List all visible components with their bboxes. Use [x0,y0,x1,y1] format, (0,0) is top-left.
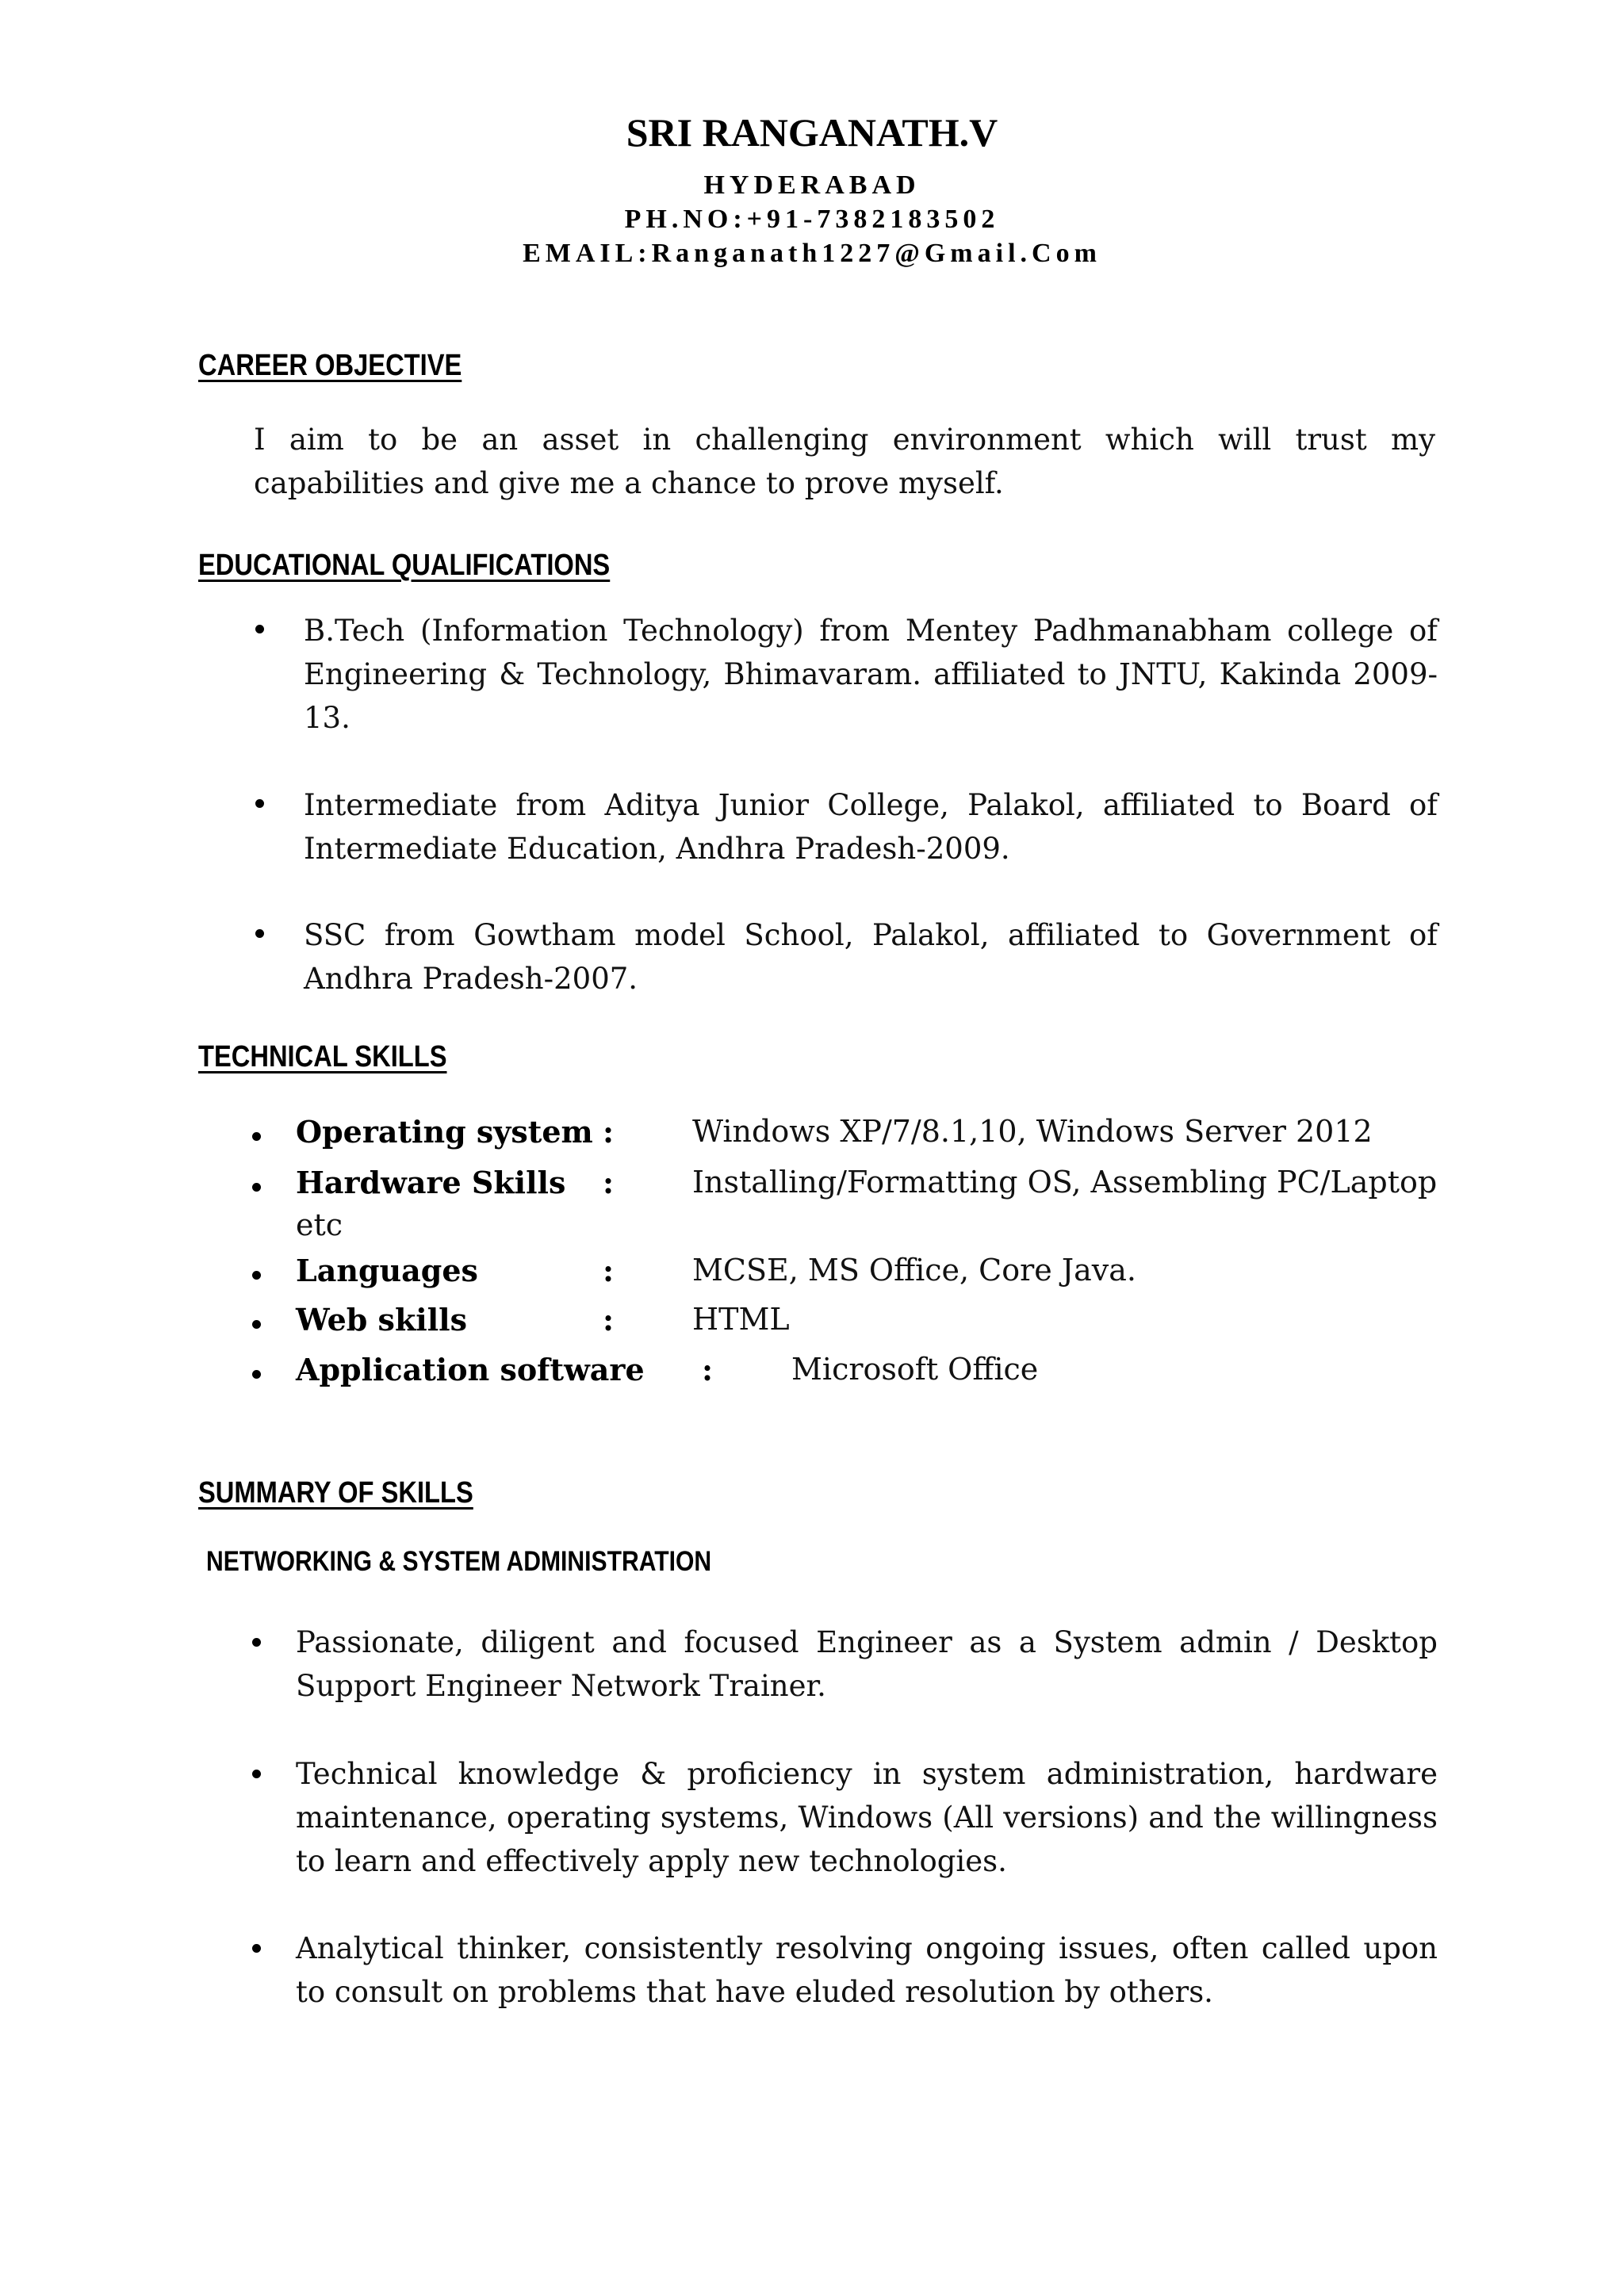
resume-city: HYDERABAD [703,170,921,200]
bullet-icon [255,929,264,938]
resume-name: SRI RANGANATH.V [626,110,998,155]
skill-label: Languages [296,1253,478,1288]
skill-value: HTML [692,1302,790,1337]
resume-phone: PH.NO:+91-7382183502 [624,205,1000,234]
skill-label: Operating system [296,1114,593,1150]
bullet-icon [252,1944,261,1953]
technical-skills-heading: TECHNICAL SKILLS [198,1040,447,1073]
bullet-icon [252,1320,261,1329]
education-item: SSC from Gowtham model School, Palakol, affiliated to Government of Andhra Pradesh-2007. [304,918,1438,996]
summary-item: Passionate, diligent and focused Engineer as a System admin / Desktop Support Engineer Network Trainer. [296,1625,1438,1703]
skill-value: Installing/Formatting OS, Assembling PC/Laptop [692,1165,1438,1200]
summary-heading: SUMMARY OF SKILLS [198,1476,473,1510]
skill-colon: : [603,1114,615,1150]
bullet-icon [252,1638,261,1647]
skill-value: MCSE, MS Office, Core Java. [692,1253,1136,1288]
skill-value: Windows XP/7/8.1,10, Windows Server 2012 [692,1114,1373,1149]
summary-item: Technical knowledge & proficiency in system administration, hardware maintenance, operating systems, Windows (All versions) and the willingness to learn and effectively apply new technologies. [296,1757,1438,1878]
education-item: B.Tech (Information Technology) from Mentey Padhmanabham college of Engineering & Technology, Bhimavaram. affiliated to JNTU, Kakinda 2009-13. [304,614,1438,735]
skill-colon: : [702,1352,714,1387]
bullet-icon [252,1770,261,1778]
skill-value: Microsoft Office [791,1352,1039,1387]
skill-colon: : [603,1165,615,1200]
education-item: Intermediate from Aditya Junior College, Palakol, affiliated to Board of Intermediate Education, Andhra Pradesh-2009. [304,788,1438,866]
skill-label: Web skills [296,1302,467,1337]
summary-item: Analytical thinker, consistently resolving ongoing issues, often called upon to consult on problems that have eluded resolution by others. [296,1931,1438,2009]
skill-colon: : [603,1302,615,1337]
skill-label: Application software [296,1352,645,1387]
bullet-icon [252,1370,261,1379]
skill-colon: : [603,1253,615,1288]
career-objective-text: I aim to be an asset in challenging environment which will trust my capabilities and give me a chance to prove myself. [254,423,1435,500]
bullet-icon [252,1132,261,1141]
summary-subheading: NETWORKING & SYSTEM ADMINISTRATION [206,1546,712,1577]
education-heading: EDUCATIONAL QUALIFICATIONS [198,549,611,582]
bullet-icon [255,625,264,633]
skill-label: Hardware Skills [296,1165,566,1200]
bullet-icon [252,1183,261,1192]
career-objective-heading: CAREER OBJECTIVE [198,349,462,382]
skill-value-continuation: etc [296,1207,343,1242]
bullet-icon [252,1271,261,1280]
resume-email: EMAIL:Ranganath1227@Gmail.Com [523,239,1101,268]
bullet-icon [255,799,264,808]
